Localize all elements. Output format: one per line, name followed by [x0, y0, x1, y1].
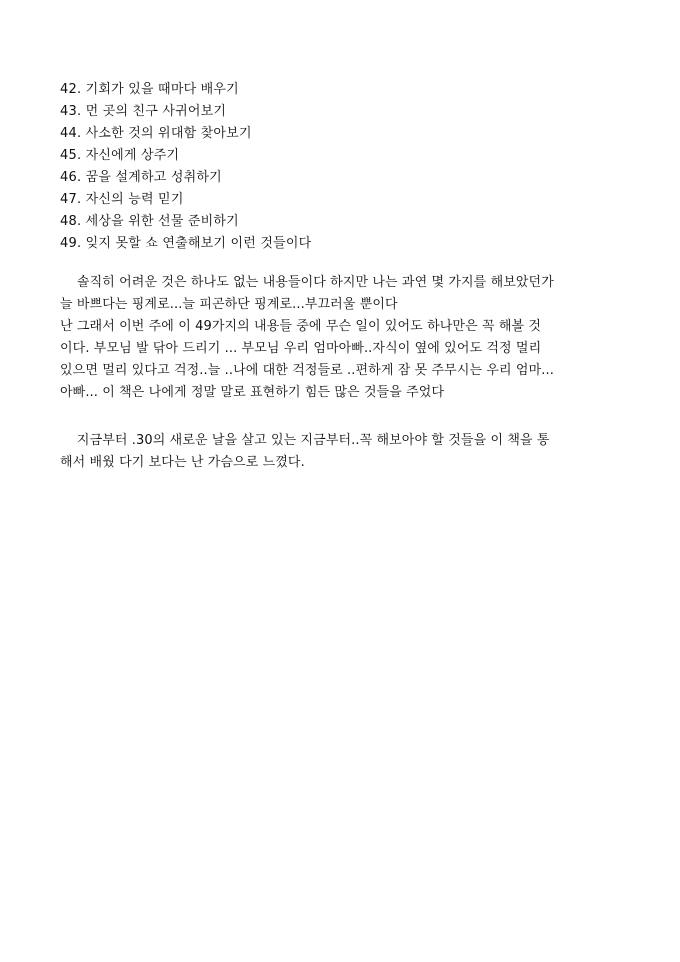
list-item: 47. 자신의 능력 믿기: [60, 192, 184, 207]
paragraph-line: 늘 바쁘다는 핑계로...늘 피곤하단 핑계로...부끄러울 뿐이다: [60, 297, 398, 312]
list-item: 45. 자신에게 상주기: [60, 148, 180, 163]
paragraph-reflection: [60, 272, 622, 404]
paragraph-line: 해서 배웠 다기 보다는 난 가슴으로 느꼈다.: [60, 455, 305, 470]
paragraph-line: 난 그래서 이번 주에 이 49가지의 내용들 중에 무슨 일이 있어도 하나만은 꼭 해볼 것: [60, 319, 542, 334]
list-item: 42. 기회가 있을 때마다 배우기: [60, 82, 239, 97]
paragraph-line: 솔직히 어려운 것은 하나도 없는 내용들이다 하지만 나는 과연 몇 가지를 해보았던가: [60, 275, 554, 290]
list-item: 46. 꿈을 설계하고 성취하기: [60, 170, 222, 185]
paragraph-line: 아빠... 이 책은 나에게 정말 말로 표현하기 힘든 많은 것들을 주었다: [60, 385, 445, 400]
list-item: 43. 먼 곳의 친구 사귀어보기: [60, 104, 227, 119]
paragraph-line: 지금부터 .30의 새로운 날을 살고 있는 지금부터..꼭 해보아야 할 것들을 이 책을 통: [60, 433, 550, 448]
list-item: 48. 세상을 위한 선물 준비하기: [60, 214, 239, 229]
paragraph-line: 있으면 멀리 있다고 걱정..늘 ..나에 대한 걱정들로 ..편하게 잠 못 주무시는 우리 엄마...: [60, 363, 554, 378]
list-item: 44. 사소한 것의 위대함 찾아보기: [60, 126, 252, 141]
paragraph-conclusion: [60, 430, 622, 474]
paragraph-line: 이다. 부모님 발 닦아 드리기 ... 부모님 우리 엄마아빠..자식이 옆에 있어도 걱정 멀리: [60, 341, 542, 356]
list-item: 49. 잊지 못할 쇼 연출해보기 이런 것들이다: [60, 236, 312, 251]
numbered-list: [60, 79, 620, 255]
